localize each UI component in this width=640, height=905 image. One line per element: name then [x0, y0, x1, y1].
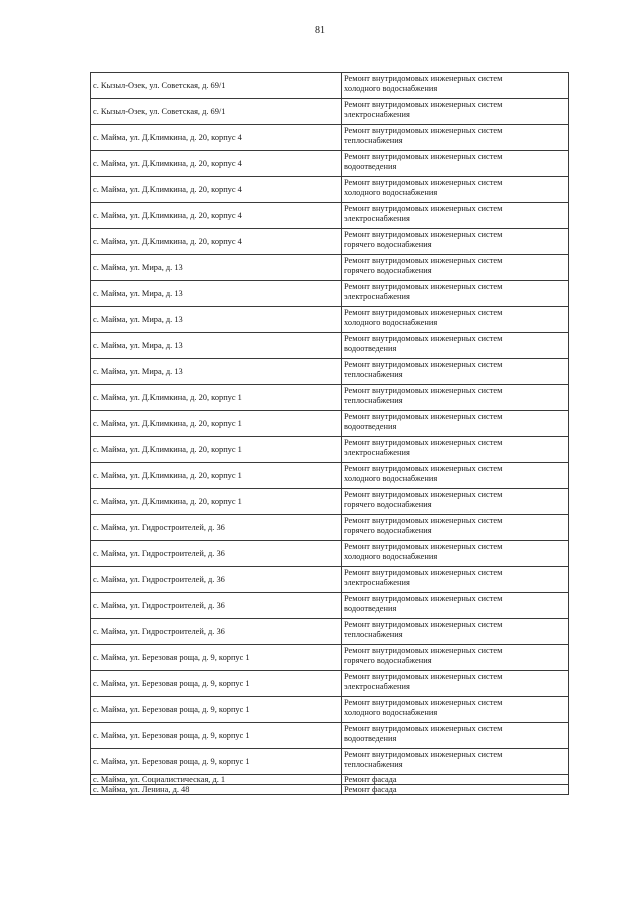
table-row — [91, 671, 569, 697]
work-line-main: Ремонт внутридомовых инженерных систем — [344, 100, 503, 109]
address-cell: с. Майма, ул. Березовая роща, д. 9, корпус 1 — [91, 749, 342, 775]
work-line-main: Ремонт внутридомовых инженерных систем — [344, 386, 503, 395]
work-line-system: электроснабжения — [344, 682, 410, 691]
address-cell: с. Майма, ул. Мира, д. 13 — [91, 307, 342, 333]
address-cell: с. Майма, ул. Д.Климкина, д. 20, корпус 1 — [91, 437, 342, 463]
work-cell — [342, 785, 569, 795]
work-cell — [342, 281, 569, 307]
work-cell — [342, 203, 569, 229]
table-row — [91, 333, 569, 359]
table-row — [91, 99, 569, 125]
table-row — [91, 359, 569, 385]
work-line-main: Ремонт внутридомовых инженерных систем — [344, 334, 503, 343]
work-cell — [342, 723, 569, 749]
work-line-main: Ремонт фасада — [344, 785, 397, 794]
work-cell — [342, 645, 569, 671]
address-cell: с. Майма, ул. Ленина, д. 48 — [91, 785, 342, 795]
work-cell — [342, 385, 569, 411]
works-table-body — [91, 73, 569, 795]
work-cell — [342, 567, 569, 593]
table-row — [91, 125, 569, 151]
work-line-main: Ремонт внутридомовых инженерных систем — [344, 646, 503, 655]
work-line-system: горячего водоснабжения — [344, 526, 432, 535]
address-cell: с. Майма, ул. Мира, д. 13 — [91, 333, 342, 359]
table-row — [91, 593, 569, 619]
address-cell: с. Майма, ул. Д.Климкина, д. 20, корпус 4 — [91, 203, 342, 229]
address-cell: с. Майма, ул. Мира, д. 13 — [91, 255, 342, 281]
work-line-main: Ремонт фасада — [344, 775, 397, 784]
work-line-main: Ремонт внутридомовых инженерных систем — [344, 360, 503, 369]
work-line-system: электроснабжения — [344, 292, 410, 301]
work-line-main: Ремонт внутридомовых инженерных систем — [344, 516, 503, 525]
work-line-main: Ремонт внутридомовых инженерных систем — [344, 464, 503, 473]
address-cell: с. Майма, ул. Березовая роща, д. 9, корпус 1 — [91, 671, 342, 697]
work-cell — [342, 593, 569, 619]
work-line-system: электроснабжения — [344, 578, 410, 587]
address-cell: с. Майма, ул. Гидростроителей, д. 36 — [91, 593, 342, 619]
table-row — [91, 515, 569, 541]
work-line-main: Ремонт внутридомовых инженерных систем — [344, 282, 503, 291]
work-line-system: теплоснабжения — [344, 370, 403, 379]
work-line-system: холодного водоснабжения — [344, 708, 438, 717]
work-cell — [342, 255, 569, 281]
work-line-main: Ремонт внутридомовых инженерных систем — [344, 308, 503, 317]
work-cell — [342, 359, 569, 385]
table-row — [91, 151, 569, 177]
work-line-main: Ремонт внутридомовых инженерных систем — [344, 126, 503, 135]
work-line-system: электроснабжения — [344, 110, 410, 119]
table-row — [91, 489, 569, 515]
work-line-main: Ремонт внутридомовых инженерных систем — [344, 568, 503, 577]
work-line-main: Ремонт внутридомовых инженерных систем — [344, 672, 503, 681]
work-line-system: теплоснабжения — [344, 136, 403, 145]
work-line-main: Ремонт внутридомовых инженерных систем — [344, 698, 503, 707]
table-row — [91, 177, 569, 203]
work-cell — [342, 489, 569, 515]
work-cell — [342, 229, 569, 255]
address-cell: с. Майма, ул. Мира, д. 13 — [91, 281, 342, 307]
work-line-main: Ремонт внутридомовых инженерных систем — [344, 542, 503, 551]
table-row — [91, 411, 569, 437]
address-cell: с. Майма, ул. Д.Климкина, д. 20, корпус 4 — [91, 229, 342, 255]
work-cell — [342, 619, 569, 645]
table-row — [91, 463, 569, 489]
table-row — [91, 229, 569, 255]
address-cell: с. Майма, ул. Гидростроителей, д. 36 — [91, 541, 342, 567]
work-cell — [342, 697, 569, 723]
work-cell — [342, 437, 569, 463]
work-cell — [342, 463, 569, 489]
table-row — [91, 785, 569, 795]
address-cell: с. Майма, ул. Д.Климкина, д. 20, корпус 1 — [91, 385, 342, 411]
work-cell — [342, 541, 569, 567]
address-cell: с. Майма, ул. Мира, д. 13 — [91, 359, 342, 385]
table-row — [91, 73, 569, 99]
work-line-system: водоотведения — [344, 162, 397, 171]
work-cell — [342, 515, 569, 541]
work-line-system: электроснабжения — [344, 214, 410, 223]
address-cell: с. Майма, ул. Социалистическая, д. 1 — [91, 775, 342, 785]
page-number: 81 — [315, 25, 325, 36]
work-line-system: холодного водоснабжения — [344, 474, 438, 483]
work-line-system: водоотведения — [344, 734, 397, 743]
table-row — [91, 255, 569, 281]
address-cell: с. Майма, ул. Гидростроителей, д. 36 — [91, 619, 342, 645]
work-line-system: водоотведения — [344, 344, 397, 353]
address-cell: с. Майма, ул. Д.Климкина, д. 20, корпус 4 — [91, 151, 342, 177]
table-row — [91, 645, 569, 671]
address-cell: с. Майма, ул. Березовая роща, д. 9, корпус 1 — [91, 645, 342, 671]
work-line-system: электроснабжения — [344, 448, 410, 457]
work-cell — [342, 333, 569, 359]
work-cell — [342, 99, 569, 125]
table-row — [91, 437, 569, 463]
work-line-main: Ремонт внутридомовых инженерных систем — [344, 620, 503, 629]
work-line-system: холодного водоснабжения — [344, 552, 438, 561]
table-row — [91, 697, 569, 723]
work-line-system: теплоснабжения — [344, 396, 403, 405]
work-line-system: водоотведения — [344, 422, 397, 431]
work-line-system: холодного водоснабжения — [344, 318, 438, 327]
address-cell: с. Майма, ул. Гидростроителей, д. 36 — [91, 567, 342, 593]
work-cell — [342, 151, 569, 177]
work-line-main: Ремонт внутридомовых инженерных систем — [344, 438, 503, 447]
address-cell: с. Майма, ул. Д.Климкина, д. 20, корпус 1 — [91, 463, 342, 489]
work-line-system: теплоснабжения — [344, 630, 403, 639]
work-line-system: горячего водоснабжения — [344, 240, 432, 249]
address-cell: с. Майма, ул. Березовая роща, д. 9, корпус 1 — [91, 723, 342, 749]
work-cell — [342, 73, 569, 99]
work-cell — [342, 307, 569, 333]
work-line-system: горячего водоснабжения — [344, 500, 432, 509]
address-cell: с. Кызыл-Озек, ул. Советская, д. 69/1 — [91, 73, 342, 99]
work-line-main: Ремонт внутридомовых инженерных систем — [344, 256, 503, 265]
table-row — [91, 723, 569, 749]
work-line-main: Ремонт внутридомовых инженерных систем — [344, 594, 503, 603]
work-line-system: горячего водоснабжения — [344, 266, 432, 275]
address-cell: с. Майма, ул. Гидростроителей, д. 36 — [91, 515, 342, 541]
works-table — [90, 72, 569, 795]
work-line-main: Ремонт внутридомовых инженерных систем — [344, 724, 503, 733]
work-line-main: Ремонт внутридомовых инженерных систем — [344, 490, 503, 499]
work-line-main: Ремонт внутридомовых инженерных систем — [344, 750, 503, 759]
work-cell — [342, 411, 569, 437]
table-row — [91, 775, 569, 785]
address-cell: с. Майма, ул. Д.Климкина, д. 20, корпус 4 — [91, 125, 342, 151]
work-line-system: горячего водоснабжения — [344, 656, 432, 665]
address-cell: с. Майма, ул. Березовая роща, д. 9, корпус 1 — [91, 697, 342, 723]
table-row — [91, 307, 569, 333]
work-cell — [342, 775, 569, 785]
work-line-main: Ремонт внутридомовых инженерных систем — [344, 204, 503, 213]
table-row — [91, 281, 569, 307]
work-line-system: холодного водоснабжения — [344, 188, 438, 197]
address-cell: с. Майма, ул. Д.Климкина, д. 20, корпус 4 — [91, 177, 342, 203]
work-cell — [342, 125, 569, 151]
work-line-system: холодного водоснабжения — [344, 84, 438, 93]
work-cell — [342, 177, 569, 203]
table-row — [91, 567, 569, 593]
address-cell: с. Кызыл-Озек, ул. Советская, д. 69/1 — [91, 99, 342, 125]
table-row — [91, 203, 569, 229]
table-row — [91, 541, 569, 567]
work-cell — [342, 671, 569, 697]
work-line-main: Ремонт внутридомовых инженерных систем — [344, 152, 503, 161]
table-row — [91, 749, 569, 775]
work-line-system: теплоснабжения — [344, 760, 403, 769]
work-line-main: Ремонт внутридомовых инженерных систем — [344, 178, 503, 187]
work-line-system: водоотведения — [344, 604, 397, 613]
table-row — [91, 619, 569, 645]
work-line-main: Ремонт внутридомовых инженерных систем — [344, 230, 503, 239]
address-cell: с. Майма, ул. Д.Климкина, д. 20, корпус 1 — [91, 411, 342, 437]
work-line-main: Ремонт внутридомовых инженерных систем — [344, 74, 503, 83]
work-cell — [342, 749, 569, 775]
work-line-main: Ремонт внутридомовых инженерных систем — [344, 412, 503, 421]
table-row — [91, 385, 569, 411]
address-cell: с. Майма, ул. Д.Климкина, д. 20, корпус 1 — [91, 489, 342, 515]
